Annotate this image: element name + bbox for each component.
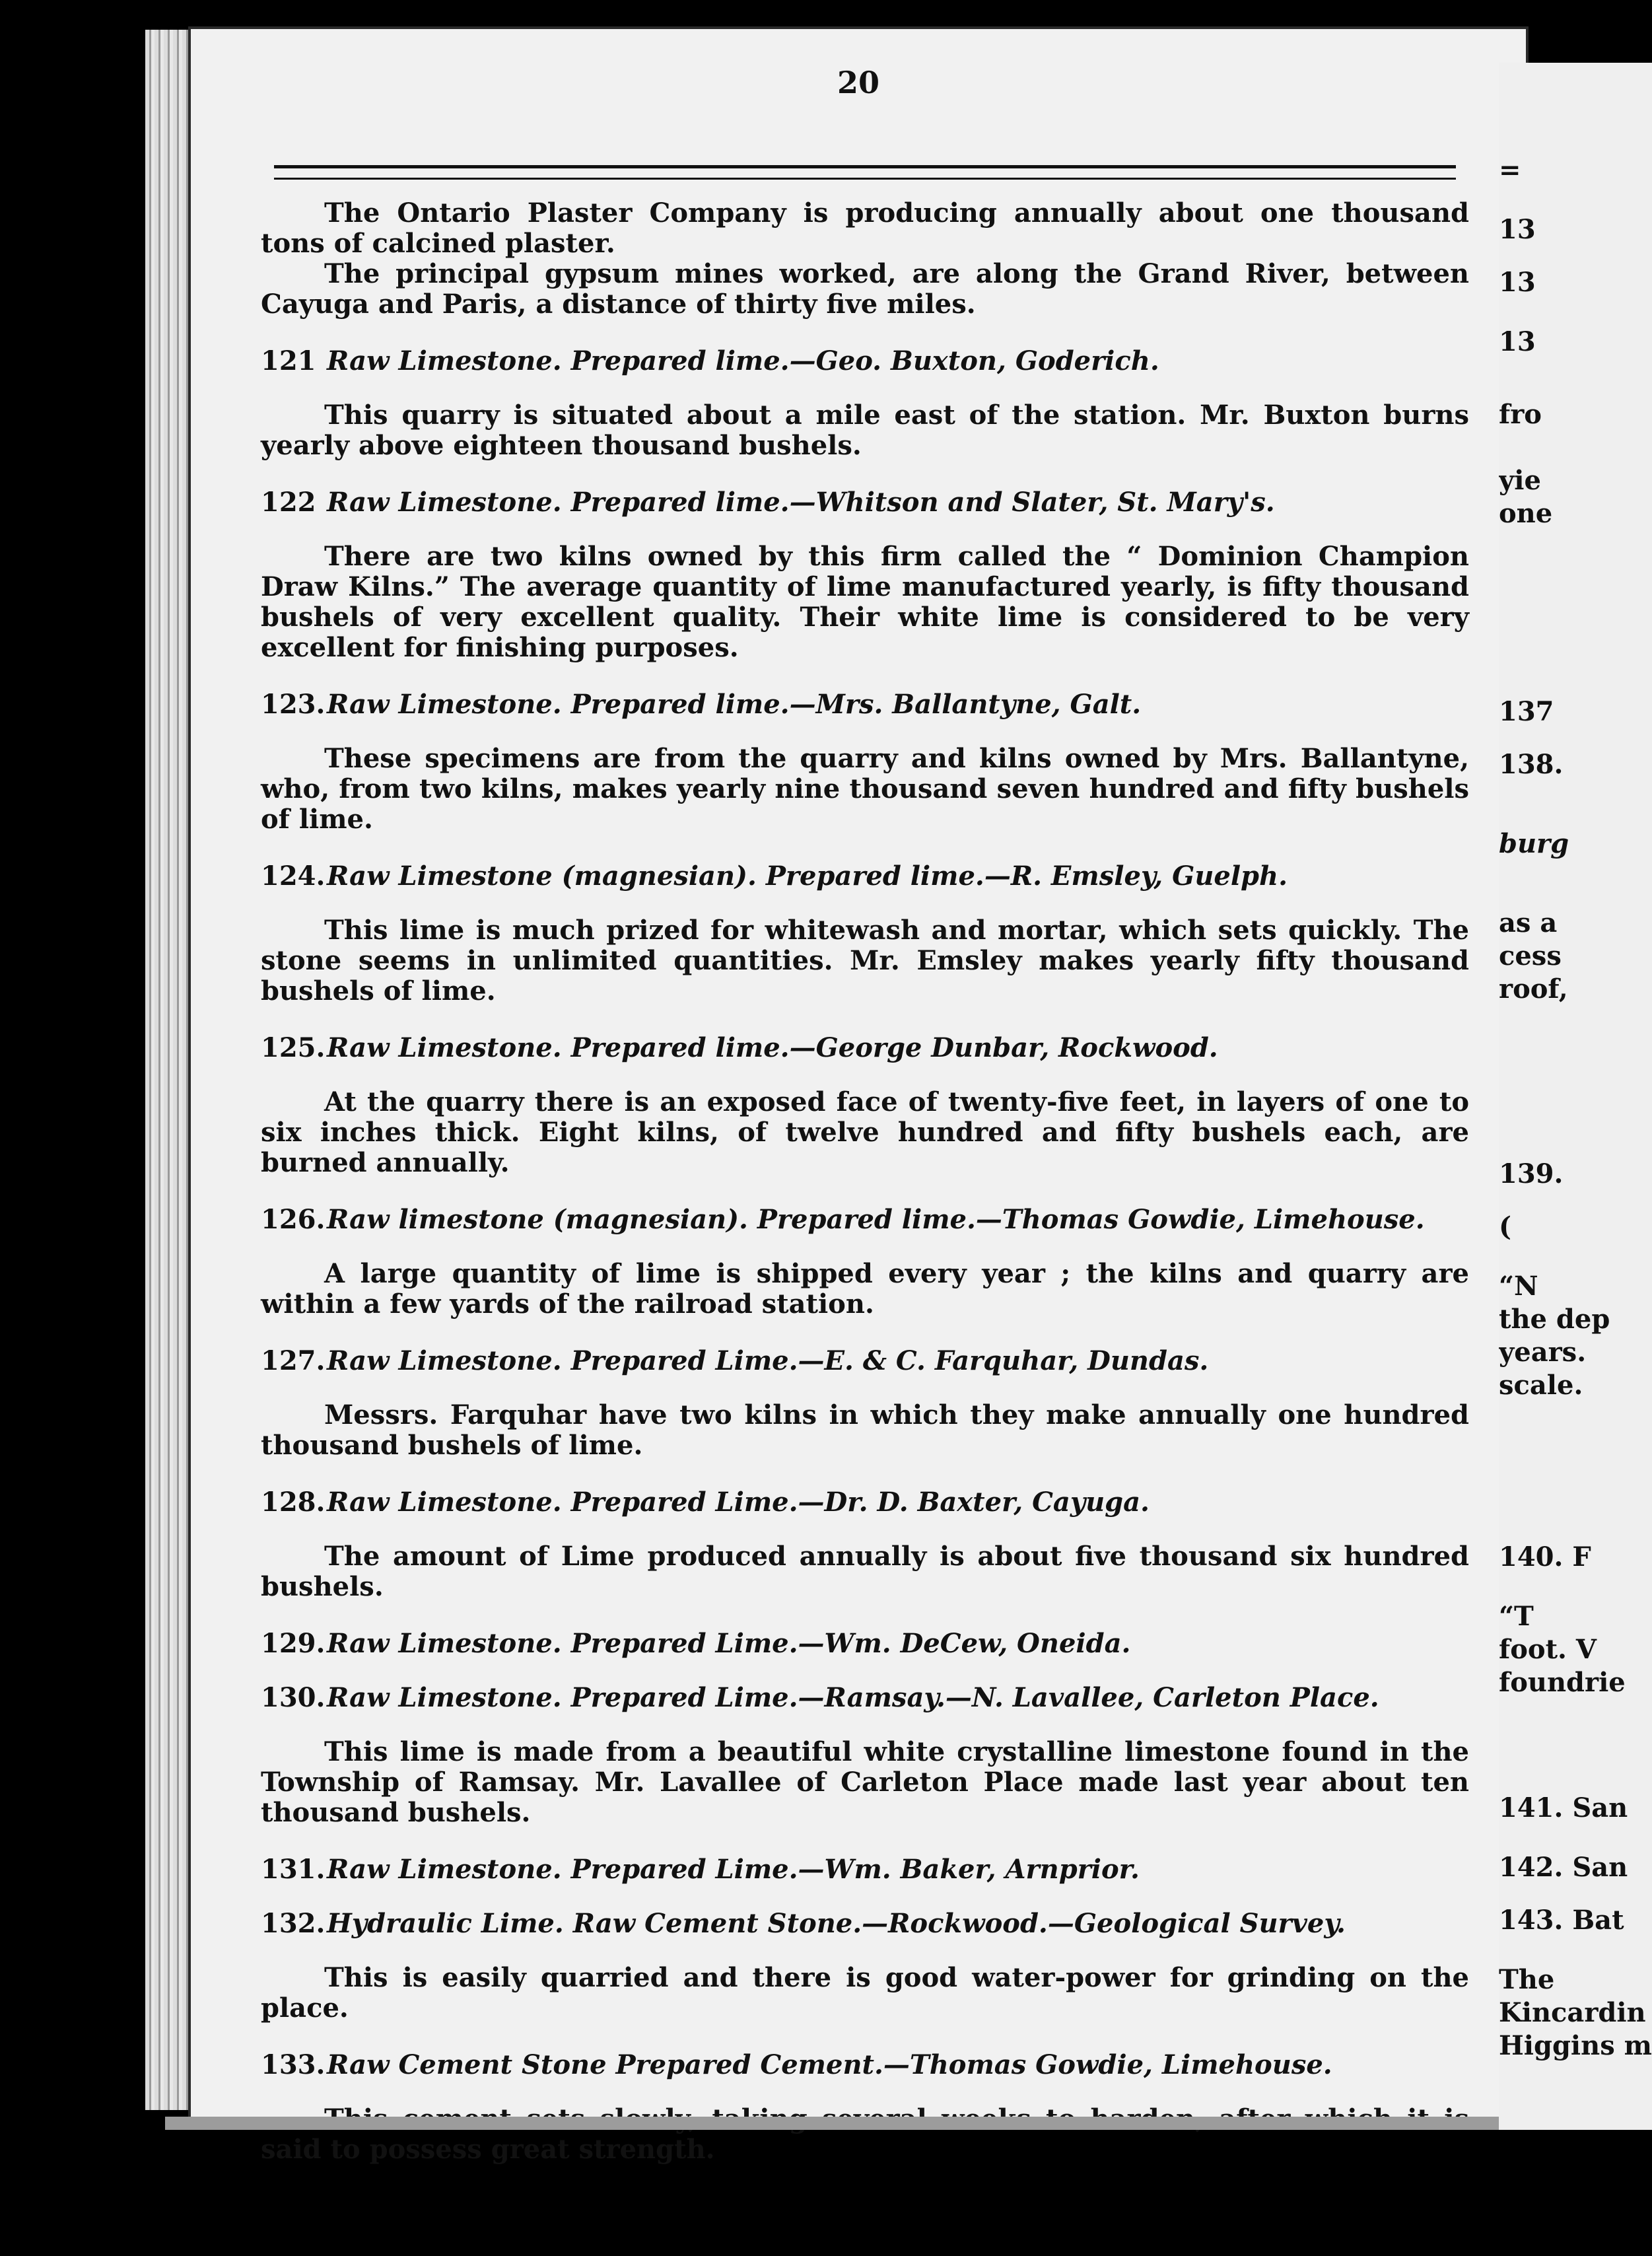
adjacent-page-text: 140. F xyxy=(1499,1541,1591,1572)
entry-heading xyxy=(261,1683,1469,1713)
entry-description: The amount of Lime produced annually is about five thousand six hundred bushels. xyxy=(261,1541,1469,1602)
entry-title: Raw Limestone. Prepared lime.—George Dunbar, Rockwood. xyxy=(327,1032,1218,1063)
entry-number: 132. xyxy=(261,1908,326,1939)
adjacent-page-text: 138. xyxy=(1499,749,1564,780)
page-number: 20 xyxy=(837,65,879,100)
entry-number: 128. xyxy=(261,1487,326,1518)
adjacent-page-text: ( xyxy=(1499,1211,1511,1242)
adjacent-page-text: one xyxy=(1499,498,1553,529)
entry-heading xyxy=(261,1909,1469,1939)
entry-number: 125. xyxy=(261,1032,326,1063)
entry-title: Raw Limestone. Prepared lime.—Mrs. Ballantyne, Galt. xyxy=(327,689,1142,720)
entry-description: At the quarry there is an exposed face of twenty-five feet, in layers of one to six inches thick. Eight kilns, of twelve hundred and fifty bushels each, are burned annually. xyxy=(261,1086,1469,1178)
adjacent-page-text: years. xyxy=(1499,1337,1587,1368)
adjacent-page-text: 13 xyxy=(1499,326,1536,357)
document-page xyxy=(188,26,1529,2165)
entry-title: Raw Limestone. Prepared lime.—Whitson and Slater, St. Mary's. xyxy=(327,487,1275,518)
entry-description: These specimens are from the quarry and kilns owned by Mrs. Ballantyne, who, from two kilns, makes yearly nine thousand seven hundred and fifty bushels of lime. xyxy=(261,743,1469,835)
page-edge xyxy=(145,30,191,2110)
entry-title: Raw limestone (magnesian). Prepared lime.—Thomas Gowdie, Limehouse. xyxy=(327,1204,1425,1235)
entry-description: This lime is made from a beautiful white crystalline limestone found in the Township of Ramsay. Mr. Lavallee of Carleton Place made last year about ten thousand bushels. xyxy=(261,1736,1469,1828)
entry-heading xyxy=(261,1629,1469,1659)
entry-title: Raw Limestone. Prepared Lime.—Ramsay.—N. Lavallee, Carleton Place. xyxy=(327,1682,1379,1713)
adjacent-page-text: fro xyxy=(1499,399,1542,430)
intro-paragraph: The Ontario Plaster Company is producing annually about one thousand tons of calcined plaster. xyxy=(261,197,1469,259)
entry-description: Messrs. Farquhar have two kilns in which they make annually one hundred thousand bushels of lime. xyxy=(261,1399,1469,1461)
entry-title: Raw Cement Stone Prepared Cement.—Thomas Gowdie, Limehouse. xyxy=(327,2049,1332,2080)
entry-heading xyxy=(261,1487,1469,1518)
adjacent-page-text: foot. V xyxy=(1499,1634,1597,1665)
adjacent-page-text: 137 xyxy=(1499,696,1554,727)
entry-title: Raw Limestone. Prepared Lime.—Wm. DeCew, Oneida. xyxy=(327,1628,1131,1659)
adjacent-page-text: 13 xyxy=(1499,267,1536,298)
adjacent-page-text: 143. Bat xyxy=(1499,1905,1624,1936)
adjacent-page-text: The xyxy=(1499,1964,1555,1995)
entry-number: 126. xyxy=(261,1204,326,1235)
entry-title: Raw Limestone (magnesian). Prepared lime.—R. Emsley, Guelph. xyxy=(327,861,1288,892)
adjacent-page-text: Kincardin xyxy=(1499,1997,1646,2028)
entry-number: 127. xyxy=(261,1345,326,1376)
adjacent-page-text: 142. San xyxy=(1499,1852,1628,1883)
entry-heading xyxy=(261,1033,1469,1063)
adjacent-page-text: 13 xyxy=(1499,214,1536,245)
intro-paragraph: The principal gypsum mines worked, are along the Grand River, between Cayuga and Paris, a distance of thirty five miles. xyxy=(261,258,1469,320)
entry-number: 123. xyxy=(261,689,326,720)
adjacent-page-text: “T xyxy=(1499,1601,1534,1632)
entry-number: 133. xyxy=(261,2049,326,2080)
entry-description: This lime is much prized for whitewash and mortar, which sets quickly. The stone seems in unlimited quantities. Mr. Emsley makes yearly fifty thousand bushels of lime. xyxy=(261,915,1469,1006)
adjacent-page-text: foundrie xyxy=(1499,1667,1626,1698)
entry-heading xyxy=(261,346,1469,376)
adjacent-page-text: = xyxy=(1499,155,1521,186)
entry-description: This is easily quarried and there is good water-power for grinding on the place. xyxy=(261,1962,1469,2024)
entry-number: 130. xyxy=(261,1682,326,1713)
page-content xyxy=(261,198,1469,2191)
entry-heading xyxy=(261,1346,1469,1376)
entry-number: 122 xyxy=(261,487,316,518)
entry-title: Raw Limestone. Prepared lime.—Geo. Buxton, Goderich. xyxy=(327,345,1159,376)
entry-title: Raw Limestone. Prepared Lime.—Wm. Baker, Arnprior. xyxy=(327,1854,1140,1885)
entry-heading xyxy=(261,861,1469,892)
entry-title: Raw Limestone. Prepared Lime.—E. & C. Farquhar, Dundas. xyxy=(327,1345,1209,1376)
entry-description: said to possess great strength. xyxy=(261,2134,715,2165)
adjacent-page-fragment xyxy=(1499,63,1652,2130)
adjacent-page-text: yie xyxy=(1499,465,1541,496)
adjacent-page-text: as a xyxy=(1499,907,1558,938)
adjacent-page-text: Higgins m xyxy=(1499,2030,1652,2061)
entry-number: 121 xyxy=(261,345,316,376)
header-rule xyxy=(274,165,1456,180)
adjacent-page-text: burg xyxy=(1499,828,1569,859)
adjacent-page-text: scale. xyxy=(1499,1370,1583,1401)
entry-number: 124. xyxy=(261,861,326,892)
adjacent-page-text: 139. xyxy=(1499,1158,1564,1189)
adjacent-page-text: the dep xyxy=(1499,1304,1610,1335)
adjacent-page-text: cess xyxy=(1499,940,1562,971)
page-bottom-edge xyxy=(165,2117,1525,2130)
entry-title: Hydraulic Lime. Raw Cement Stone.—Rockwood.—Geological Survey. xyxy=(327,1908,1346,1939)
entry-number: 129. xyxy=(261,1628,326,1659)
entry-heading xyxy=(261,1205,1469,1235)
entry-description: This quarry is situated about a mile east of the station. Mr. Buxton burns yearly above eighteen thousand bushels. xyxy=(261,400,1469,461)
entry-title: Raw Limestone. Prepared Lime.—Dr. D. Baxter, Cayuga. xyxy=(327,1487,1150,1518)
entry-number: 131. xyxy=(261,1854,326,1885)
entry-heading xyxy=(261,1854,1469,1885)
entry-description: There are two kilns owned by this firm called the “ Dominion Champion Draw Kilns.” The average quantity of lime manufactured yearly, is fifty thousand bushels of very excellent quality. Their white lime is considered to be very excellent for finishing purposes. xyxy=(261,541,1469,663)
entry-heading xyxy=(261,487,1469,518)
adjacent-page-text: “N xyxy=(1499,1271,1538,1302)
entry-description: A large quantity of lime is shipped every year ; the kilns and quarry are within a few yards of the railroad station. xyxy=(261,1258,1469,1320)
adjacent-page-text: roof, xyxy=(1499,973,1568,1005)
entry-heading xyxy=(261,689,1469,720)
entry-heading xyxy=(261,2050,1469,2080)
adjacent-page-text: 141. San xyxy=(1499,1792,1628,1823)
